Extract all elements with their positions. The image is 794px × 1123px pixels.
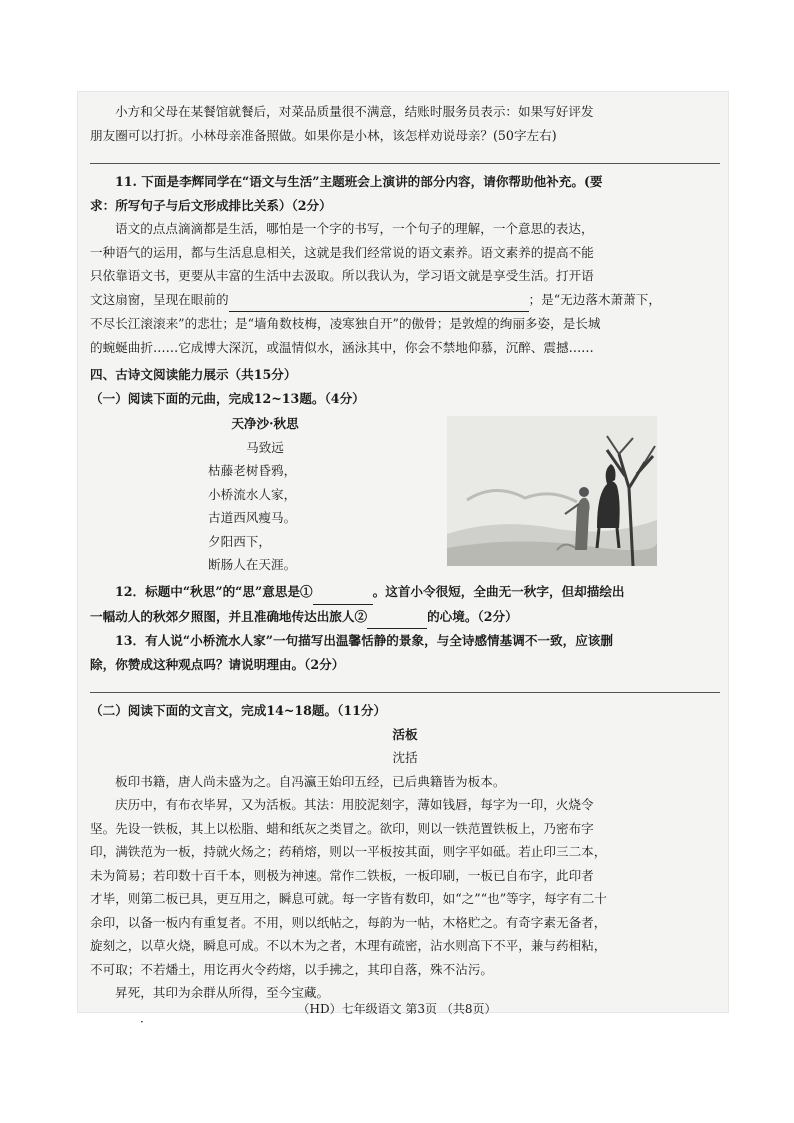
q13-line-1: 13．有人说“小桥流水人家”一句描写出温馨恬静的景象，与全诗感情基调不一致，应该删	[115, 633, 613, 648]
section-4-part-1-title: （一）阅读下面的元曲，完成12~13题。（4分）	[90, 390, 365, 406]
text-paragraph-2-line-5: 才毕，则第二板已具，更互用之，瞬息可就。每一字皆有数印，如“之”“也”等字，每字有二十	[90, 891, 607, 906]
text-title: 活板	[392, 726, 418, 742]
poem-line-3: 古道西风瘦马。	[208, 510, 297, 525]
q11-paragraph-line-1: 语文的点点滴滴都是生活，哪怕是一个字的书写，一个句子的理解，一个意思的表达，	[115, 221, 594, 236]
q12-line-1	[90, 580, 720, 605]
q11-paragraph-line-5: 不尽长江滚滚来”的悲壮；是“墙角数枝梅，凌寒独自开”的傲骨；是敦煌的绚丽多姿，是长城	[90, 316, 601, 331]
poem-text	[200, 412, 370, 577]
intro-line-1: 小方和父母在某餐馆就餐后，对菜品质量很不满意，结账时服务员表示：如果写好评发	[115, 104, 594, 119]
q12-blank-2[interactable]	[367, 605, 427, 630]
page-footer: （HD）七年级语文 第3页 （共8页）	[297, 1002, 497, 1016]
q12-text-part-3: 一幅动人的秋郊夕照图，并且准确地传达出旅人②	[90, 608, 368, 624]
q11-paragraph-line-3: 只依靠语文书，更要从丰富的生活中去汲取。所以我认为，学习语文就是享受生活。打开语	[90, 268, 594, 283]
text-paragraph-2-line-4: 未为简易；若印数十百千本，则极为神速。常作二铁板，一板印刷，一板已自布字，此印者	[90, 867, 594, 883]
answer-line-intro[interactable]	[90, 149, 720, 164]
q12-text-part-1: 12．标题中“秋思”的“思”意思是①	[115, 584, 313, 599]
exam-page-content	[90, 100, 720, 1005]
footer-dot: ·	[140, 1015, 144, 1029]
q11-prompt-line-1: 11. 下面是李辉同学在“语文与生活”主题班会上演讲的部分内容，请你帮助他补充。(要	[115, 174, 603, 189]
q12-line-2	[90, 605, 720, 630]
poem-title: 天净沙·秋思	[231, 416, 299, 431]
section-4-title: 四、古诗文阅读能力展示（共15分）	[90, 367, 297, 382]
q12-text-part-2: 。这首小令很短，全曲无一秋字，但却描绘出	[372, 584, 625, 599]
q12-blank-1[interactable]	[313, 580, 373, 605]
text-paragraph-3: 昇死，其印为余群从所得，至今宝藏。	[115, 985, 330, 1000]
text-paragraph-2-line-6: 余印，以备一板内有重复者。不用，则以纸帖之，每韵为一帖，木格贮之。有奇字素无备者，	[90, 914, 607, 930]
poem-line-1: 枯藤老树昏鸦，	[208, 463, 297, 478]
q11-answer-blank[interactable]	[229, 288, 529, 313]
q11-paragraph-line-4	[90, 288, 720, 313]
poem-line-4: 夕阳西下，	[208, 533, 271, 549]
q11-prompt-line-2: 求：所写句子与后文形成排比关系）（2分）	[90, 197, 332, 213]
poem-author: 马致远	[246, 439, 284, 455]
section-4-part-2-title: （二）阅读下面的文言文，完成14~18题。（11分）	[90, 703, 387, 718]
text-paragraph-1: 板印书籍，唐人尚未盛为之。自冯瀛王始印五经，已后典籍皆为板本。	[115, 773, 506, 789]
poem-block	[90, 412, 720, 580]
q11-line-4-start: 文这扇窗，呈现在眼前的	[90, 291, 229, 307]
q11-paragraph-line-6: 的蜿蜒曲折……它成博大深沉，或温情似水，涵泳其中，你会不禁地仰慕，沉醉、震撼……	[90, 339, 594, 355]
q12-text-part-4: 的心境。（2分）	[427, 608, 518, 624]
q11-paragraph-line-2: 一种语气的运用，都与生活息息相关，这就是我们经常说的语文素养。语文素养的提高不能	[90, 244, 594, 260]
q11-line-4-end: ；是“无边落木萧萧下，	[528, 291, 661, 307]
text-paragraph-2-line-1: 庆历中，有布衣毕昇，又为活板。其法：用胶泥刻字，薄如钱唇，每字为一印，火烧令	[115, 797, 594, 812]
poem-line-2: 小桥流水人家，	[208, 486, 297, 502]
text-paragraph-2-line-3: 印，满铁范为一板，持就火炀之；药稍熔，则以一平板按其面，则字平如砥。若止印三二本，	[90, 844, 607, 859]
text-paragraph-2-line-8: 不可取；不若燔土，用讫再火令药熔，以手拂之，其印自落，殊不沾污。	[90, 961, 493, 977]
text-author: 沈括	[392, 750, 418, 765]
ink-painting-illustration	[447, 416, 657, 566]
q13-line-2: 除，你赞成这种观点吗？请说明理由。（2分）	[90, 656, 345, 672]
poem-line-5: 断肠人在天涯。	[208, 557, 297, 572]
text-paragraph-2-line-2: 坚。先设一铁板，其上以松脂、蜡和纸灰之类冒之。欲印，则以一铁范置铁板上，乃密布字	[90, 820, 594, 836]
text-paragraph-2-line-7: 旋刻之，以草火烧，瞬息可成。不以木为之者，木理有疏密，沾水则高下不平，兼与药相粘，	[90, 938, 607, 953]
answer-line-q13[interactable]	[90, 678, 720, 693]
intro-line-2: 朋友圈可以打折。小林母亲准备照做。如果你是小林，该怎样劝说母亲？(50字左右)	[90, 127, 557, 143]
